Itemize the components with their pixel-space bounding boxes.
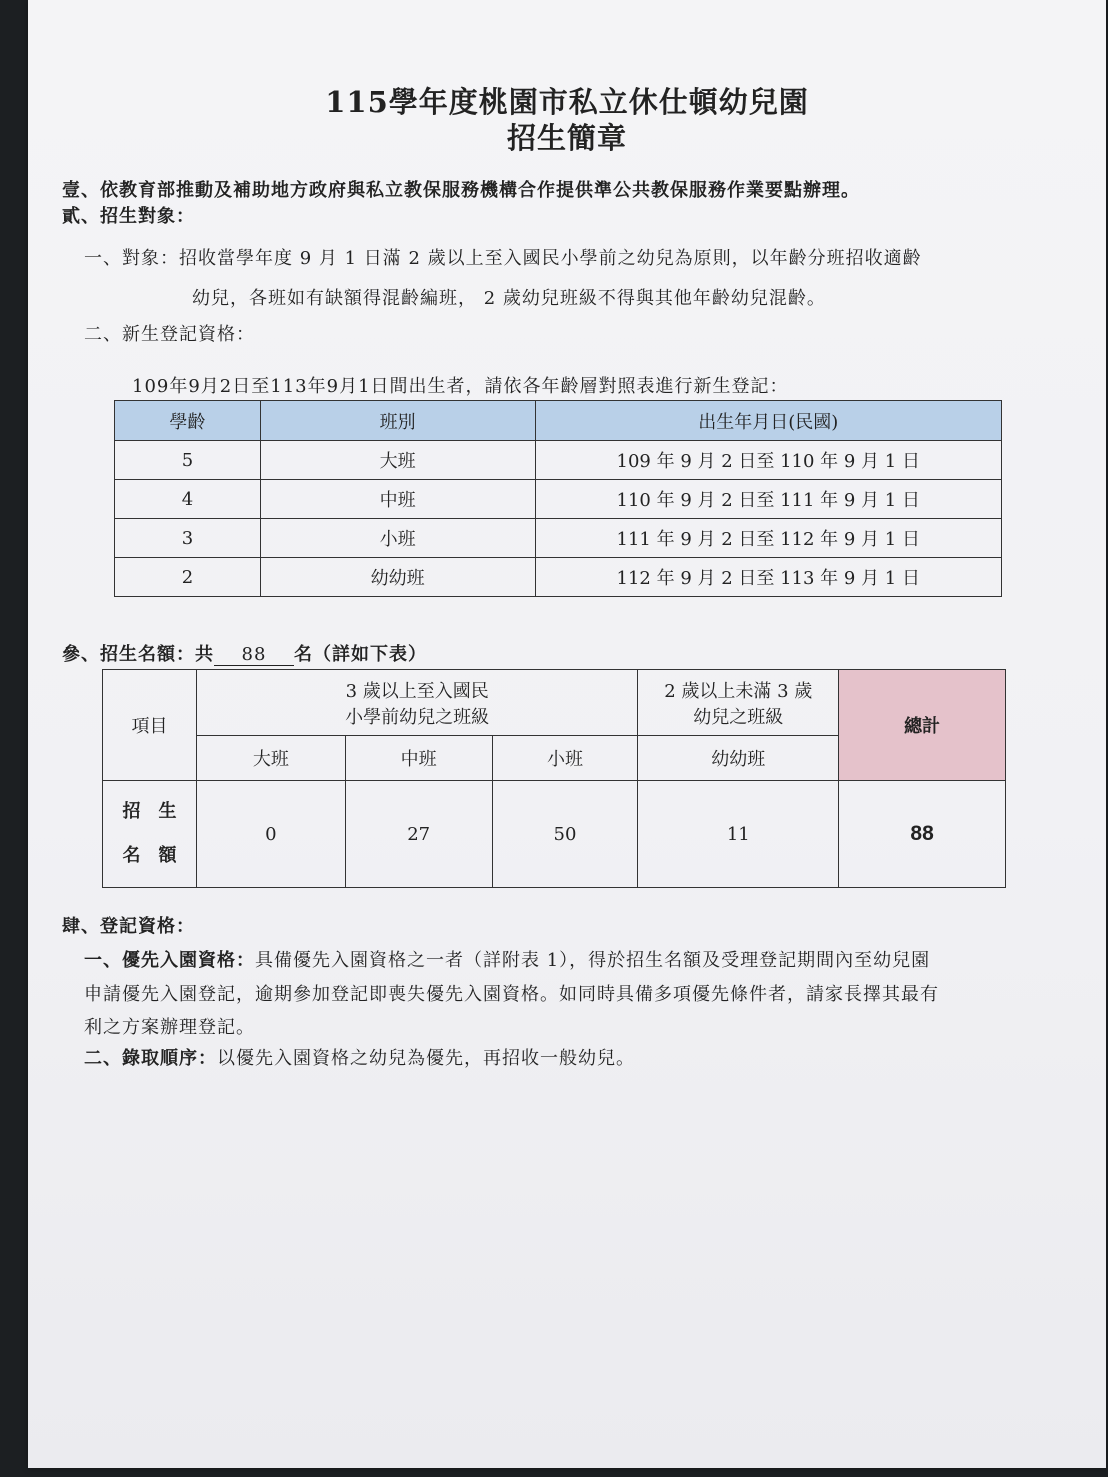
quota-value: 11 xyxy=(638,781,839,888)
quota-value: 27 xyxy=(345,781,492,888)
table-row xyxy=(115,519,1002,558)
section-4-item-1: 一、優先入園資格：具備優先入園資格之一者（詳附表 1），得於招生名額及受理登記期間內至幼兒園 xyxy=(84,950,931,971)
total-header: 總計 xyxy=(839,670,1006,781)
birthdate-cell: 110 年 9 月 2 日至 111 年 9 月 1 日 xyxy=(535,480,1001,519)
section-2-item-1-line-2: 幼兒，各班如有缺額得混齡編班， 2 歲幼兒班級不得與其他年齡幼兒混齡。 xyxy=(192,288,826,309)
page-subtitle: 招生簡章 xyxy=(506,121,627,155)
section-2-item-2: 二、新生登記資格： xyxy=(84,324,255,345)
age-class-table xyxy=(114,400,1002,597)
class-cell: 大班 xyxy=(260,441,535,480)
section-4-item-1-line-2: 申請優先入園登記，逾期參加登記即喪失優先入園資格。如同時具備多項優先條件者，請家長擇其最有 xyxy=(84,984,939,1005)
quota-value: 0 xyxy=(196,781,345,888)
section-4-heading: 肆、登記資格： xyxy=(62,916,195,937)
class-header: 幼幼班 xyxy=(638,736,839,781)
item-label: 項目 xyxy=(103,670,197,781)
class-cell: 幼幼班 xyxy=(260,558,535,597)
quota-total: 88 xyxy=(839,781,1006,888)
group-3-plus-header: 3 歲以上至入國民 小學前幼兒之班級 xyxy=(196,670,637,736)
table-row xyxy=(115,441,1002,480)
section-3-prefix: 參、招生名額： xyxy=(62,644,195,665)
document-page xyxy=(28,0,1106,1468)
age-cell: 4 xyxy=(115,480,261,519)
class-header: 大班 xyxy=(196,736,345,781)
group-2-to-3-header: 2 歲以上未滿 3 歲 幼兒之班級 xyxy=(638,670,839,736)
section-1: 壹、依教育部推動及補助地方政府與私立教保服務機構合作提供準公共教保服務作業要點辦理。 xyxy=(62,180,860,201)
birthdate-cell: 112 年 9 月 2 日至 113 年 9 月 1 日 xyxy=(535,558,1001,597)
section-3-mid-2: 名（詳如下表） xyxy=(294,644,427,665)
quota-value: 50 xyxy=(492,781,638,888)
table-row xyxy=(115,558,1002,597)
page-title: 115學年度桃園市私立休仕頓幼兒園 xyxy=(325,85,809,119)
priority-label: 一、優先入園資格： xyxy=(84,950,255,971)
header-class: 班別 xyxy=(260,401,535,441)
quota-row xyxy=(103,781,1006,888)
section-2-item-1-line-1: 一、對象：招收當學年度 9 月 1 日滿 2 歲以上至入國民小學前之幼兒為原則，以年齡分班招收適齡 xyxy=(84,248,922,269)
table-row xyxy=(115,480,1002,519)
header-birthdate: 出生年月日(民國) xyxy=(535,401,1001,441)
class-cell: 小班 xyxy=(260,519,535,558)
age-cell: 5 xyxy=(115,441,261,480)
section-3-heading xyxy=(62,640,427,666)
age-cell: 3 xyxy=(115,519,261,558)
quota-total-blank: 88 xyxy=(214,644,294,666)
age-cell: 2 xyxy=(115,558,261,597)
header-age: 學齡 xyxy=(115,401,261,441)
quota-row-label: 招 生 名 額 xyxy=(103,781,197,888)
section-4-item-1-line-3: 利之方案辦理登記。 xyxy=(84,1017,255,1038)
section-4-item-2: 二、錄取順序：以優先入園資格之幼兒為優先，再招收一般幼兒。 xyxy=(84,1048,635,1069)
birthdate-cell: 111 年 9 月 2 日至 112 年 9 月 1 日 xyxy=(535,519,1001,558)
class-header: 小班 xyxy=(492,736,638,781)
age-table-header-row xyxy=(115,401,1002,441)
class-header: 中班 xyxy=(345,736,492,781)
age-table-caption: 109年9月2日至113年9月1日間出生者，請依各年齡層對照表進行新生登記： xyxy=(132,376,789,397)
class-cell: 中班 xyxy=(260,480,535,519)
quota-table xyxy=(102,669,1006,888)
section-2-heading: 貳、招生對象： xyxy=(62,206,195,227)
admission-order-label: 二、錄取順序： xyxy=(84,1048,217,1069)
birthdate-cell: 109 年 9 月 2 日至 110 年 9 月 1 日 xyxy=(535,441,1001,480)
section-3-mid-1: 共 xyxy=(195,644,214,665)
